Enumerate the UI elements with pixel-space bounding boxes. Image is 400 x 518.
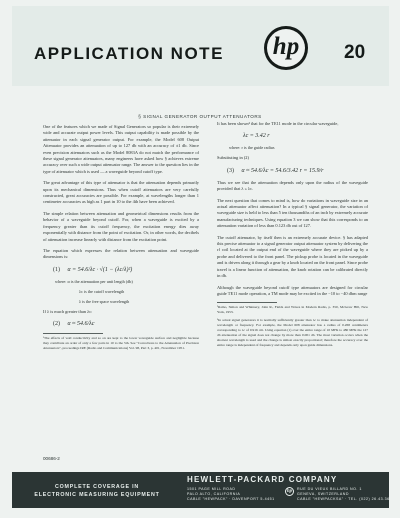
equation-2: [53, 320, 199, 329]
right-paragraph-1: It has been shown² that for the TE11 mode in the circular waveguide,: [217, 121, 339, 126]
document-number: 00686-2: [43, 456, 60, 461]
footnote-divider-right: [217, 302, 277, 303]
where-line-3: λ is the free space wavelength: [79, 298, 130, 304]
right-paragraph-5: The cutoff attenuator, by itself then is an extremely accurate device. § has adapted this precise attenuator to a signal generator output attenuator system by delivering the rf coil located at the output end of the waveguide where they are picked up by a probe and delivered to the front panel. The pickup probe is located in the waveguide and is driven along it through a gear by a knob located on the front panel. Since probe travel is a linear function of attenuation, the knob rotation can be calibrated directly in db.: [217, 234, 368, 279]
footer-tagline-line-2: ELECTRONIC MEASURING EQUIPMENT: [34, 492, 160, 498]
left-column: [43, 124, 199, 354]
footer-hp-logo-icon: hp: [286, 489, 293, 494]
equation-2-body: α ≈ 54.6/λc: [67, 321, 95, 328]
address-line-4: RUE DU VIEUX BILLARD NO. 1: [297, 487, 362, 491]
footnote-1: ¹The effects of wall conductivity and so on are kept to the lower waveguide surface and negligible because they contribute an order of only a few parts in 10 to the 5th. See "Corrections to the Attenuation of Precision Attenuators", proceedings IRE (Radio and Communications) Vol. 98, Part 3, p. 401, November 1951.: [43, 336, 199, 351]
equation-1-number: (1): [53, 266, 60, 273]
right-paragraph-6: Although the waveguide beyond cutoff type attenuators are designed for circular guide TE11 mode operation, a TM mode may be excited in the −10 to −40 dbm range: [217, 284, 368, 296]
hp-logo-text: hp: [267, 29, 305, 67]
equation-4: [227, 167, 368, 176]
address-block-us: [187, 487, 275, 502]
equation-2-number: (2): [53, 321, 60, 328]
where-line-4: where: r is the guide radius: [229, 145, 275, 151]
header-title: APPLICATION NOTE: [34, 44, 224, 63]
hp-logo-icon: [264, 26, 308, 70]
right-paragraph-3: Thus we see that the attenuation depends only upon the radius of the waveguide provided that λ » λc.: [217, 179, 368, 192]
equation-1-body: α = 54.6/λc · √(1 − (λc/λ)²): [67, 266, 133, 273]
footnote-2: ²Ramo, Simon and Whinnery, John R., Fields and Waves in Modern Radio, p. 350, McGraw Hill, New York, 1953.: [217, 305, 368, 315]
article-title: § SIGNAL GENERATOR OUTPUT ATTENUATORS: [138, 114, 262, 119]
footnote-3: ³In actual signal generators it is normally sufficiently greater than λc to make attenuation independent of wavelength or frequency. For example, the Model 608 attenuator has a radius of 0.268 centimeters corresponding to λc of 0.916 cm. Using equation (1) over the entire range of 10 MHz to 480 MHz the 127 db attenuation of the signal does not change by more than 0.001 db. The most variation occurs when the shortest wavelength is used and the change is almost exactly proportional; therefore the accuracy over the entire range is independent of frequency and depends only upon guide dimensions.: [217, 318, 368, 348]
address-line-6: CABLE "HEWPACKSA" · TEL. (022) 26.43.36: [297, 497, 390, 501]
footer-tagline-line-1: COMPLETE COVERAGE IN: [55, 484, 139, 490]
footer-tagline: [12, 472, 182, 508]
right-paragraph-4: The next question that comes to mind is, how do variations in waveguide size in an actual attenuator affect attenuation? In a typical § signal generator, the variation of waveguide size is held to less than 5 ten thousandths of an inch by extremely accurate manufacturing techniques. Using equation 3 we can show that this corresponds to an attenuation variation of less than 0.123 db out of 127.: [217, 197, 368, 229]
footnote-divider: [43, 333, 103, 334]
left-paragraph-4: The equation which expresses the relation between attenuation and waveguide dimensions is:: [43, 247, 199, 260]
where-line-1: where: α is the attenuation per unit length (db): [55, 278, 133, 284]
company-name: HEWLETT-PACKARD COMPANY: [187, 475, 338, 484]
right-column: [217, 121, 368, 351]
left-paragraph-2: The great advantage of this type of attenuator is that the attenuation depends primarily upon its mechanical dimensions. Thus when cutoff attenuators are very carefully constructed, great accuracies are possible. For example, at wavelengths longer than 1 centimeter accuracies as high as 1 part in 10 to the 4th have been achieved.: [43, 180, 199, 205]
footer-company-block: [187, 475, 390, 505]
left-paragraph-3: The simple relation between attenuation and geometrical dimensions results from the behavior of a waveguide beyond cutoff. For, when a waveguide is excited by a frequency greater than its cutoff frequency, the excitation energy dies away exponentially with distance from the point of excitation. Or, in other words, the decibels of attenuation increase linearly with distance from the excitation point.: [43, 210, 199, 242]
left-paragraph-5: If λ is much greater than λc:: [43, 308, 93, 314]
equation-1: [53, 266, 199, 275]
equation-4-number: (3): [227, 167, 234, 174]
address-line-5: GENEVA, SWITZERLAND: [297, 492, 349, 496]
address-line-3: CABLE "HEWPACK" · DAVENPORT 5-4451: [187, 497, 275, 501]
address-block-geneva: [297, 487, 390, 502]
where-line-2: λc is the cutoff wavelength: [79, 288, 125, 294]
equation-3: λc = 3.42 r: [243, 133, 270, 140]
left-paragraph-1: One of the features which we made of Signal Generators so popular is their extremely wide and accurate output power levels. This output capability is made possible by the attenuator in each signal generator output. For example, the Model 608 Output Attenuator provides an attenuation of up to 127 db with an accuracy of ±1 db. Since even precision attenuators such as the Model 8083A do not match the performance of these signal generator attenuators, many engineers have asked how § achieves extreme accuracy over such a wide output attenuator range. The answer to the question lies in the type of attenuator which is used — a waveguide beyond cutoff type.: [43, 124, 199, 174]
address-line-1: 1501 PAGE MILL ROAD: [187, 487, 236, 491]
right-paragraph-2: Substituting in (2): [217, 155, 249, 161]
equation-4-body: α ≈ 54.6/λc = 54.6/3.42 r = 15.9/r: [241, 167, 324, 174]
note-number: 20: [344, 42, 366, 63]
header-band: [12, 6, 389, 86]
address-line-2: PALO ALTO, CALIFORNIA: [187, 492, 241, 496]
footer-band: [12, 472, 389, 508]
